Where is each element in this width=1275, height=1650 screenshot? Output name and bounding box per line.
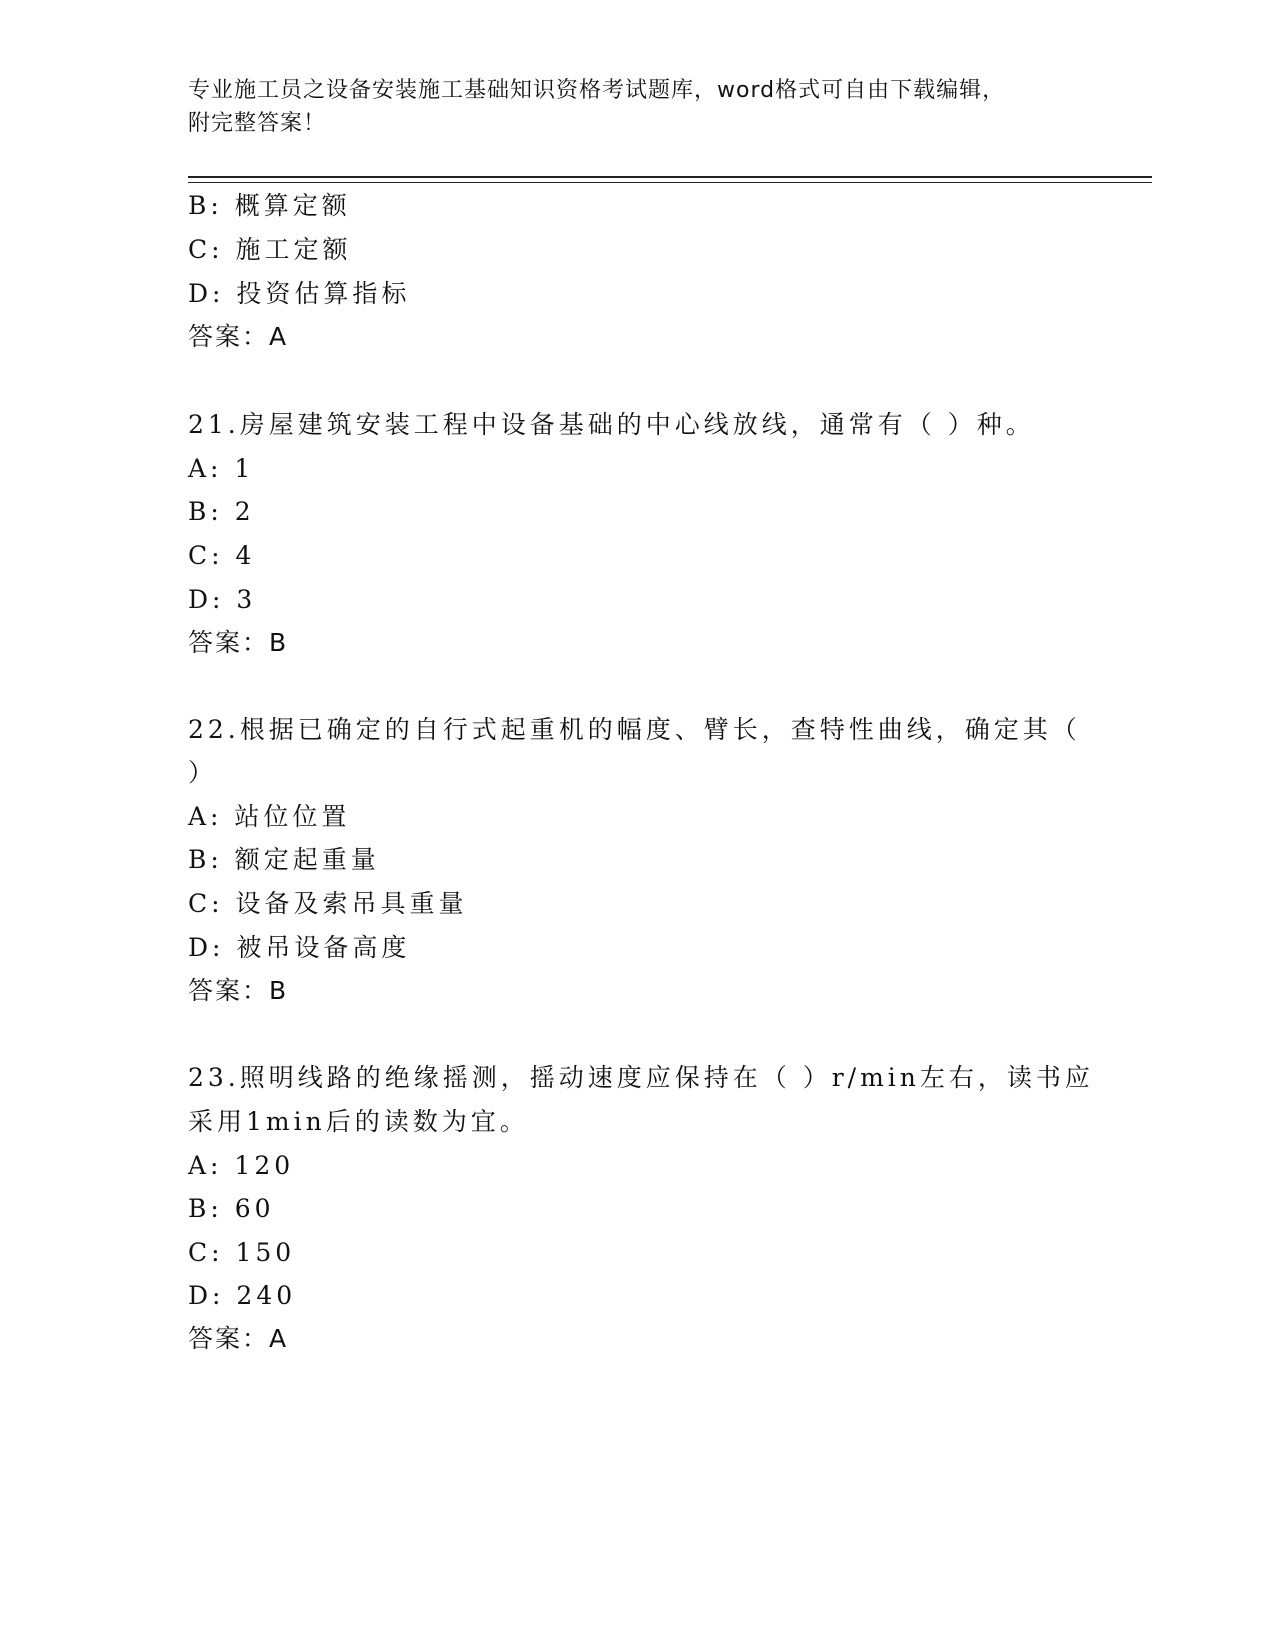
q22-stem-line-1: 22.根据已确定的自行式起重机的幅度、臂长，查特性曲线，确定其（ [188, 715, 1081, 744]
prev-option-b: B: 概算定额 [188, 191, 351, 220]
header-line-1: 专业施工员之设备安装施工基础知识资格考试题库，word格式可自由下载编辑， [188, 78, 1006, 103]
q23-option-b: B: 60 [188, 1194, 275, 1223]
q23-option-a: A: 120 [188, 1151, 295, 1180]
q23-option-c: C: 150 [188, 1238, 296, 1267]
q21-option-c: C: 4 [188, 541, 256, 570]
header-rule-thick [188, 176, 1152, 178]
q22-option-c: C: 设备及索吊具重量 [188, 889, 468, 918]
q23-answer: 答案：A [188, 1324, 289, 1353]
header-rule-thin [188, 182, 1152, 183]
header-line-2: 附完整答案！ [188, 111, 327, 136]
q22-answer: 答案：B [188, 976, 289, 1005]
document-header [188, 74, 1088, 140]
prev-option-d: D: 投资估算指标 [188, 279, 411, 308]
q22-stem-line-2: ） [188, 758, 218, 787]
q23-stem-line-2: 采用1min后的读数为宜。 [188, 1107, 529, 1136]
q21-option-b: B: 2 [188, 497, 255, 526]
q23-option-d: D: 240 [188, 1281, 297, 1310]
q22-option-d: D: 被吊设备高度 [188, 933, 411, 962]
q21-stem: 21.房屋建筑安装工程中设备基础的中心线放线，通常有（ ）种。 [188, 410, 1035, 439]
prev-answer: 答案：A [188, 322, 289, 351]
q21-answer: 答案：B [188, 628, 289, 657]
prev-option-c: C: 施工定额 [188, 235, 352, 264]
q22-option-b: B: 额定起重量 [188, 845, 380, 874]
q23-stem-line-1: 23.照明线路的绝缘摇测，摇动速度应保持在（ ）r/min左右，读书应 [188, 1063, 1094, 1092]
q21-option-d: D: 3 [188, 585, 257, 614]
q21-option-a: A: 1 [188, 454, 255, 483]
q22-option-a: A: 站位位置 [188, 802, 351, 831]
